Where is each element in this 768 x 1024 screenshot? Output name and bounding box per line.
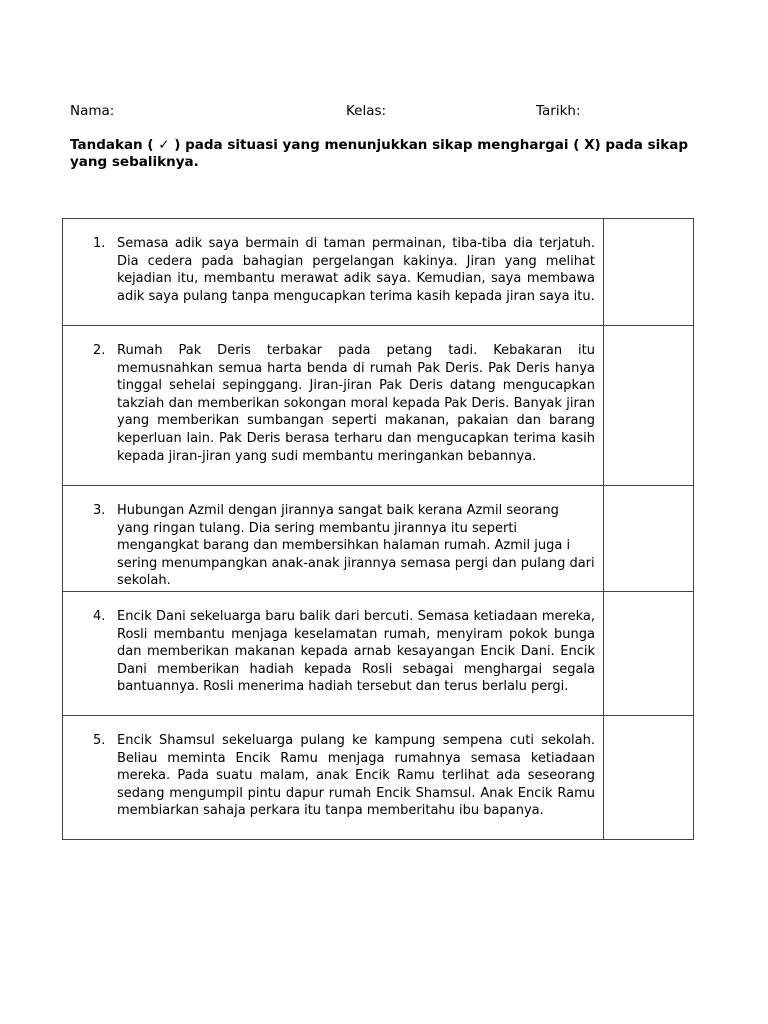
worksheet-table — [62, 218, 694, 840]
question-text-4: Encik Dani sekeluarga baru balik dari bercuti. Semasa ketiadaan mereka, Rosli membantu menjaga keselamatan rumah, menyiram pokok bunga dan memberikan makanan kepada arnab kesayangan Encik Dani. Encik Dani memberikan hadiah kepada Rosli sebagai menghargai segala bantuannya. Rosli menerima hadiah tersebut dan terus berlalu pergi. — [117, 609, 595, 695]
question-text-5: Encik Shamsul sekeluarga pulang ke kampung sempena cuti sekolah. Beliau meminta Encik Ramu menjaga rumahnya semasa ketiadaan mereka. Pada suatu malam, anak Encik Ramu terlihat ada seseorang sedang mengumpil pintu dapur rumah Encik Shamsul. Anak Encik Ramu membiarkan sahaja perkara itu tanpa memberitahu ibu bapanya. — [117, 733, 595, 819]
answer-box-4[interactable] — [604, 592, 694, 716]
answer-box-2[interactable] — [604, 326, 694, 486]
question-text-2: Rumah Pak Deris terbakar pada petang tadi. Kebakaran itu memusnahkan semua harta benda di rumah Pak Deris. Pak Deris hanya tinggal sehelai sepinggang. Jiran-jiran Pak Deris datang mengucapkan takziah dan memberikan sokongan moral kepada Pak Deris. Banyak jiran yang memberikan sumbangan seperti makanan, pakaian dan barang keperluan lain. Pak Deris berasa terharu dan mengucapkan terima kasih kepada jiran-jiran yang sudi membantu meringankan bebannya. — [117, 343, 595, 464]
question-row-4 — [63, 592, 694, 716]
question-cell-4 — [63, 592, 604, 716]
question-cell-3 — [63, 486, 604, 592]
question-row-2 — [63, 326, 694, 486]
question-number-5: 5. — [93, 733, 106, 748]
question-row-5 — [63, 716, 694, 840]
question-number-3: 3. — [93, 503, 106, 518]
question-number-4: 4. — [93, 609, 106, 624]
question-row-3 — [63, 486, 694, 592]
question-number-1: 1. — [93, 236, 106, 251]
question-cell-1 — [63, 219, 604, 326]
answer-box-3[interactable] — [604, 486, 694, 592]
nama-label: Nama: — [70, 103, 115, 119]
question-cell-5 — [63, 716, 604, 840]
instruction-text: Tandakan ( ✓ ) pada situasi yang menunjukkan sikap menghargai ( X) pada sikap yang sebaliknya. — [70, 137, 689, 170]
kelas-label: Kelas: — [346, 103, 387, 119]
question-text-1: Semasa adik saya bermain di taman permainan, tiba-tiba dia terjatuh. Dia cedera pada bahagian pergelangan kakinya. Jiran yang melihat kejadian itu, membantu merawat adik saya. Kemudian, saya membawa adik saya pulang tanpa mengucapkan terima kasih kepada jiran saya itu. — [117, 236, 595, 304]
answer-box-1[interactable] — [604, 219, 694, 326]
question-text-3: Hubungan Azmil dengan jirannya sangat baik kerana Azmil seorang yang ringan tulang. Dia sering membantu jirannya itu seperti mengangkat barang dan membersihkan halaman rumah. Azmil juga i sering menumpangkan anak-anak jirannya semasa pergi dan pulang dari sekolah. — [117, 503, 595, 589]
answer-box-5[interactable] — [604, 716, 694, 840]
question-row-1 — [63, 219, 694, 326]
question-number-2: 2. — [93, 343, 106, 358]
question-cell-2 — [63, 326, 604, 486]
tarikh-label: Tarikh: — [536, 103, 581, 119]
